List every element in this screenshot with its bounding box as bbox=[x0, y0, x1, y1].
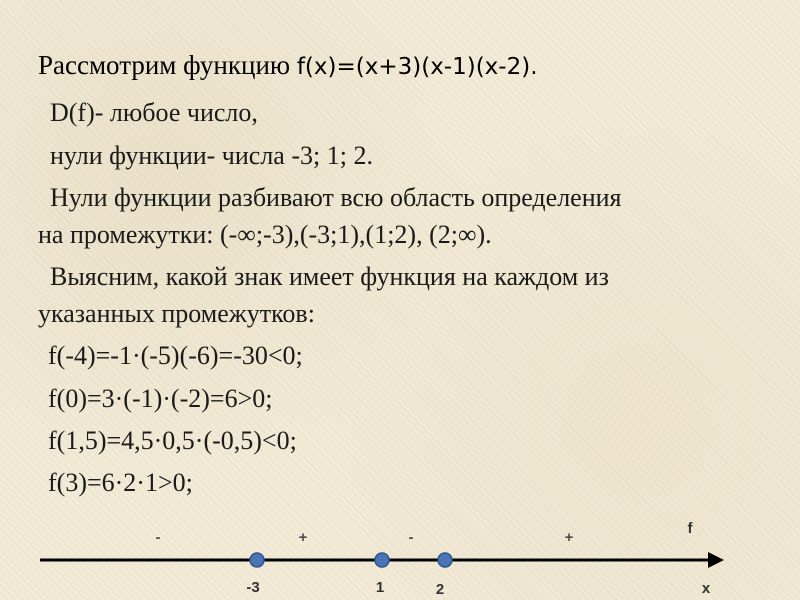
point-label-2: 2 bbox=[435, 581, 445, 598]
sign-question-line-1: Выясним, какой знак имеет функция на каждом из bbox=[50, 262, 609, 291]
evaluation-line-4: f(3)=6·2·1>0; bbox=[48, 468, 193, 497]
sign-interval-4: + bbox=[564, 529, 574, 546]
title-formula: f(x)=(x+3)(x-1)(x-2). bbox=[296, 54, 538, 80]
zero-point-1 bbox=[375, 553, 389, 567]
sign-interval-1: - bbox=[155, 529, 161, 546]
function-label: f bbox=[687, 520, 693, 537]
evaluation-line-3: f(1,5)=4,5·0,5·(-0,5)<0; bbox=[48, 426, 297, 455]
sign-interval-3: - bbox=[408, 529, 414, 546]
zeros-line: нули функции- числа -3; 1; 2. bbox=[50, 141, 373, 170]
domain-line: D(f)- любое число, bbox=[50, 98, 258, 127]
evaluation-line-2: f(0)=3·(-1)·(-2)=6>0; bbox=[48, 384, 273, 413]
intervals-line-1: Нули функции разбивают всю область определения bbox=[50, 183, 622, 212]
intervals-line-2: на промежутки: (-∞;-3),(-3;1),(1;2), (2;∞). bbox=[38, 220, 492, 249]
evaluation-line-1: f(-4)=-1·(-5)(-6)=-30<0; bbox=[48, 341, 303, 370]
sign-interval-2: + bbox=[298, 529, 308, 546]
number-line bbox=[0, 500, 800, 600]
zero-point-2 bbox=[438, 553, 452, 567]
number-line-arrow bbox=[708, 552, 724, 568]
point-label-minus-3: -3 bbox=[246, 579, 260, 596]
axis-label-x: x bbox=[701, 580, 711, 597]
sign-question-line-2: указанных промежутков: bbox=[38, 299, 315, 328]
slide-title bbox=[38, 50, 538, 81]
point-label-1: 1 bbox=[375, 579, 385, 596]
zero-point-minus-3 bbox=[250, 553, 264, 567]
title-prefix: Рассмотрим функцию bbox=[38, 50, 297, 80]
